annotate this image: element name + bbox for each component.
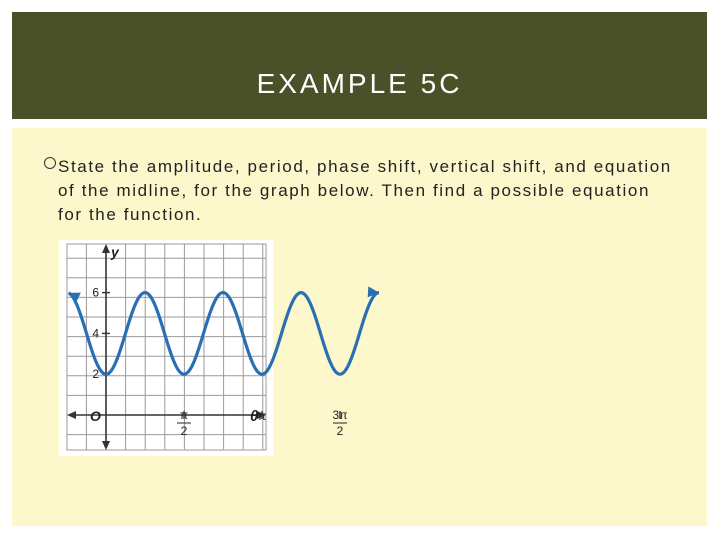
problem-text: State the amplitude, period, phase shift, vertical shift, and equation of the midline, for the graph below. Then find a possible equation for the function. — [58, 157, 672, 224]
slide-title: EXAMPLE 5C — [256, 68, 463, 99]
x-tick-denominator: 2 — [336, 424, 344, 438]
origin-label: O — [90, 408, 101, 424]
y-axis-label: y — [111, 244, 119, 260]
bullet-circle-icon — [44, 157, 56, 169]
x-tick-label: π — [257, 409, 267, 423]
x-tick-label: 3π — [332, 408, 348, 422]
title-bar — [12, 12, 707, 119]
x-axis-label: θ — [250, 408, 259, 425]
x-tick-label: π — [179, 408, 189, 422]
y-tick-label: 2 — [92, 367, 99, 382]
graph-panel — [59, 240, 348, 456]
y-tick-label: 4 — [92, 326, 99, 341]
y-tick-label: 6 — [92, 285, 99, 300]
x-tick-denominator: 2 — [180, 424, 188, 438]
sine-graph — [59, 240, 348, 456]
